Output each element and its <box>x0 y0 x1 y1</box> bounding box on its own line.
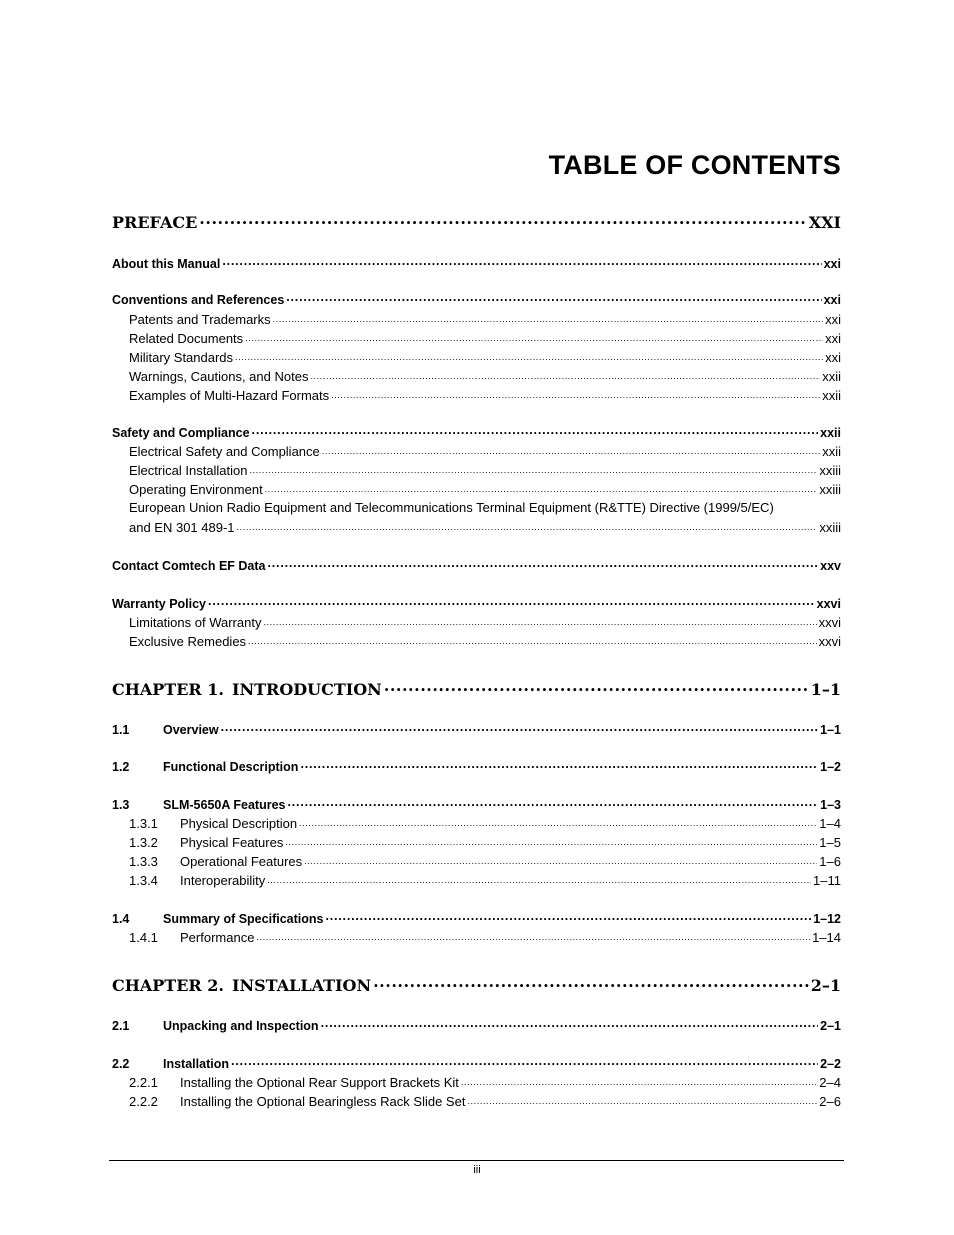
toc-entry-page: 1–12 <box>813 911 841 926</box>
toc-entry-number: CHAPTER 2. <box>112 976 224 995</box>
dot-leader <box>321 1017 819 1030</box>
toc-entry-section[interactable] <box>112 721 841 737</box>
toc-entry-page: 1–2 <box>820 759 841 774</box>
toc-entry-page: 2–4 <box>819 1075 841 1090</box>
toc-entry-label: Operating Environment <box>129 482 263 497</box>
dot-leader <box>263 614 816 627</box>
toc-entry-chapter[interactable] <box>112 212 841 232</box>
toc-entry-section[interactable] <box>112 595 841 611</box>
toc-entry-sub[interactable] <box>129 330 841 346</box>
toc-entry-page: xxi <box>825 331 841 346</box>
toc-entry-label: SLM-5650A Features <box>163 797 286 812</box>
toc-entry-label: Installation <box>163 1056 229 1071</box>
toc-entry-number: 1.3.3 <box>129 854 158 869</box>
toc-entry-sub[interactable] <box>129 481 841 497</box>
toc-entry-sub[interactable] <box>129 1093 841 1109</box>
toc-entry-sub[interactable] <box>129 872 841 888</box>
toc-entry-label: Warranty Policy <box>112 596 207 611</box>
toc-entry-page: xxi <box>825 312 841 327</box>
dot-leader <box>245 330 823 343</box>
dot-leader <box>286 291 821 304</box>
dot-leader <box>222 255 821 268</box>
toc-entry-number: 1.3 <box>112 797 130 812</box>
dot-leader <box>288 796 819 809</box>
toc-entry-page: 1–1 <box>820 722 841 737</box>
toc-entry-label: Electrical Safety and Compliance <box>129 444 320 459</box>
dot-leader <box>273 311 823 324</box>
toc-entry-chapter[interactable] <box>112 975 841 995</box>
dot-leader <box>199 212 806 228</box>
toc-entry-page: 2–6 <box>819 1094 841 1109</box>
toc-entry-sub[interactable] <box>129 834 841 850</box>
dot-leader <box>252 424 819 437</box>
toc-entry-section[interactable] <box>112 1055 841 1071</box>
toc-entry-page: 1–4 <box>819 816 841 831</box>
dot-leader <box>231 1055 818 1068</box>
toc-entry-page: xxi <box>825 350 841 365</box>
toc-entry-label: Summary of Specifications <box>163 911 324 926</box>
toc-entry-section[interactable] <box>112 758 841 774</box>
dot-leader <box>299 815 817 828</box>
toc-entry-label: INTRODUCTION <box>232 680 382 699</box>
toc-entry-label: Physical Description <box>180 816 298 831</box>
toc-entry-page: xxv <box>820 558 841 573</box>
toc-entry-number: 1.1 <box>112 722 130 737</box>
toc-entry-page: xxiii <box>819 520 841 535</box>
toc-entry-label: Limitations of Warranty <box>129 615 262 630</box>
footer-divider <box>109 1160 844 1161</box>
toc-entry-sub[interactable] <box>129 929 841 945</box>
toc-entry-label: Conventions and References <box>112 292 285 307</box>
toc-entry-sub[interactable] <box>129 815 841 831</box>
toc-entry-number: 2.2.2 <box>129 1094 158 1109</box>
toc-entry-page: 1–11 <box>813 873 841 888</box>
dot-leader <box>256 929 810 942</box>
dot-leader <box>208 595 815 608</box>
dot-leader <box>384 679 809 695</box>
toc-entry-page: 2–2 <box>820 1056 841 1071</box>
toc-entry-number: 2.2.1 <box>129 1075 158 1090</box>
toc-entry-page: xxii <box>822 369 841 384</box>
toc-entry-section[interactable] <box>112 1017 841 1033</box>
toc-entry-sub[interactable] <box>129 614 841 630</box>
toc-entry-section[interactable] <box>112 291 841 307</box>
dot-leader <box>325 910 811 923</box>
dot-leader <box>467 1093 817 1106</box>
toc-entry-sub[interactable] <box>129 387 841 403</box>
toc-entry-label: Physical Features <box>180 835 284 850</box>
toc-entry-section[interactable] <box>112 255 841 271</box>
toc-entry-sub[interactable] <box>129 443 841 459</box>
dot-leader <box>310 368 820 381</box>
dot-leader <box>304 853 817 866</box>
toc-entry-chapter[interactable] <box>112 679 841 699</box>
toc-entry-text: European Union Radio Equipment and Telecommunications Terminal Equipment (R&TTE) Directive (1999/5/EC) <box>129 500 774 515</box>
toc-entry-page: xxvi <box>818 615 841 630</box>
toc-entry-label: Overview <box>163 722 219 737</box>
toc-entry-label: and EN 301 489-1 <box>129 520 235 535</box>
toc-entry-label: Military Standards <box>129 350 234 365</box>
dot-leader <box>235 349 823 362</box>
toc-entry-label: Functional Description <box>163 759 299 774</box>
toc-entry-page: 1–14 <box>812 930 841 945</box>
toc-entry-label: Operational Features <box>180 854 303 869</box>
toc-entry-section[interactable] <box>112 557 841 573</box>
toc-entry-page: 2–1 <box>810 976 841 995</box>
toc-entry-label: Contact Comtech EF Data <box>112 558 266 573</box>
toc-entry-page: 1–6 <box>819 854 841 869</box>
toc-entry-label: Patents and Trademarks <box>129 312 271 327</box>
toc-entry-label: Exclusive Remedies <box>129 634 247 649</box>
dot-leader <box>461 1074 817 1087</box>
toc-entry-page: xxi <box>823 256 841 271</box>
dot-leader <box>268 557 819 570</box>
toc-entry-label: Electrical Installation <box>129 463 248 478</box>
toc-entry-label: Related Documents <box>129 331 244 346</box>
toc-entry-sub[interactable] <box>129 311 841 327</box>
dot-leader <box>221 721 819 734</box>
toc-entry-number: 1.3.4 <box>129 873 158 888</box>
toc-entry-page: xxii <box>820 425 841 440</box>
dot-leader <box>300 758 818 771</box>
toc-entry-label: Examples of Multi-Hazard Formats <box>129 388 330 403</box>
toc-entry-label: About this Manual <box>112 256 221 271</box>
toc-entry-page: xxii <box>822 388 841 403</box>
toc-entry-number: 2.2 <box>112 1056 130 1071</box>
toc-entry-page: 1–1 <box>810 680 841 699</box>
toc-entry-page: 1–3 <box>820 797 841 812</box>
toc-entry-number: 1.3.1 <box>129 816 158 831</box>
toc-entry-page: xxvi <box>818 634 841 649</box>
toc-entry-sub[interactable] <box>129 368 841 384</box>
toc-entry-page: xxii <box>822 444 841 459</box>
toc-entry-label: Warnings, Cautions, and Notes <box>129 369 309 384</box>
toc-entry-label: INSTALLATION <box>232 976 372 995</box>
toc-entry-page: 1–5 <box>819 835 841 850</box>
dot-leader <box>265 481 818 494</box>
toc-entry-sub[interactable] <box>129 853 841 869</box>
toc-entry-number: CHAPTER 1. <box>112 680 224 699</box>
toc-entry-page: xxiii <box>819 482 841 497</box>
dot-leader <box>322 443 820 456</box>
dot-leader <box>331 387 820 400</box>
dot-leader <box>267 872 811 885</box>
toc-entry-label: Installing the Optional Bearingless Rack Slide Set <box>180 1094 466 1109</box>
toc-entry-sub[interactable] <box>129 462 841 478</box>
toc-entry-page: 2–1 <box>820 1018 841 1033</box>
toc-entry-page: XXI <box>808 213 841 232</box>
dot-leader <box>373 975 809 991</box>
toc-entry-page: xxi <box>823 292 841 307</box>
toc-entry-label: Interoperability <box>180 873 266 888</box>
toc-entry-number: 1.3.2 <box>129 835 158 850</box>
toc-entry-sub[interactable] <box>129 1074 841 1090</box>
dot-leader <box>285 834 817 847</box>
toc-entry-label: Installing the Optional Rear Support Brackets Kit <box>180 1075 459 1090</box>
toc-entry-section[interactable] <box>112 910 841 926</box>
toc-entry-page: xxiii <box>819 463 841 478</box>
toc-entry-sub[interactable] <box>129 519 841 535</box>
toc-entry-label: PREFACE <box>112 213 198 232</box>
page-title: TABLE OF CONTENTS <box>548 150 841 180</box>
toc-entry-number: 1.2 <box>112 759 130 774</box>
dot-leader <box>250 462 818 475</box>
toc-entry-section[interactable] <box>112 424 841 440</box>
toc-entry-page: xxvi <box>816 596 841 611</box>
toc-entry-section[interactable] <box>112 796 841 812</box>
toc-entry-number: 1.4 <box>112 911 130 926</box>
toc-entry-label: Unpacking and Inspection <box>163 1018 319 1033</box>
toc-entry-number: 2.1 <box>112 1018 130 1033</box>
footer-page-number: iii <box>473 1164 481 1176</box>
toc-entry-sub[interactable] <box>129 349 841 365</box>
toc-entry-number: 1.4.1 <box>129 930 158 945</box>
dot-leader <box>237 519 818 532</box>
dot-leader <box>248 633 817 646</box>
toc-entry-sub[interactable] <box>129 633 841 649</box>
toc-entry-label: Performance <box>180 930 255 945</box>
toc-entry-label: Safety and Compliance <box>112 425 250 440</box>
